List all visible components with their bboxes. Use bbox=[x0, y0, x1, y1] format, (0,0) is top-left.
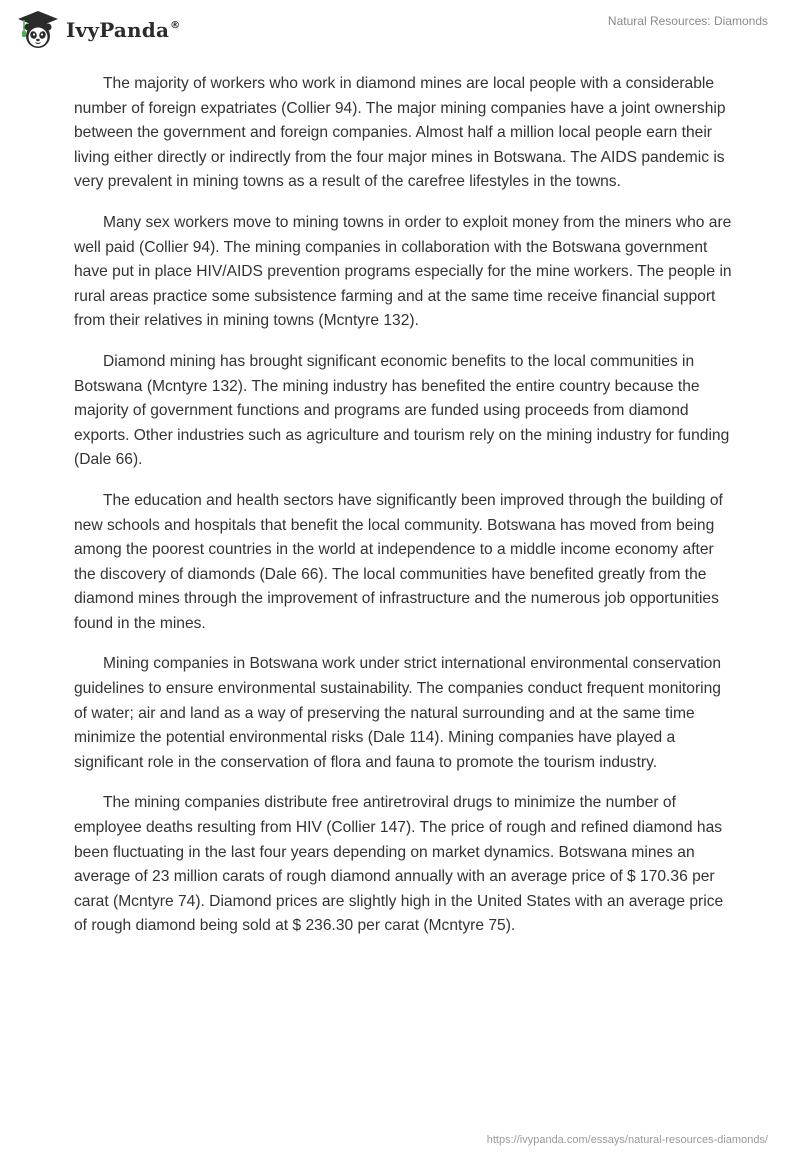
paragraph: Many sex workers move to mining towns in order to exploit money from the miners who are well paid (Collier 94). The mining companies in collaboration with the Botswana government have put in place HIV/AIDS prevention programs especially for the mine workers. The people in rural areas practice some subsistence farming and at the same time receive financial support from their relatives in mining towns (Mcntyre 132). bbox=[74, 213, 732, 330]
source-url[interactable]: https://ivypanda.com/essays/natural-resources-diamonds/ bbox=[486, 1134, 768, 1146]
document-title: Natural Resources: Diamonds bbox=[607, 14, 768, 28]
ivypanda-logo[interactable] bbox=[16, 10, 180, 50]
paragraph: The mining companies distribute free antiretroviral drugs to minimize the number of employee deaths resulting from HIV (Collier 147). The price of rough and refined diamond has been fluctuating in the last four years depending on market dynamics. Botswana mines an average of 23 million carats of rough diamond annually with an average price of $ 170.36 per carat (Mcntyre 74). Diamond prices are slightly high in the United States with an average price of rough diamond being sold at $ 236.30 per carat (Mcntyre 75). bbox=[74, 794, 724, 935]
paragraph: Diamond mining has brought significant economic benefits to the local communities in Botswana (Mcntyre 132). The mining industry has benefited the entire country because the majority of government functions and programs are funded using proceeds from diamond exports. Other industries such as agriculture and tourism rely on the mining industry for funding (Dale 66). bbox=[74, 352, 730, 469]
brand-name: IvyPanda® bbox=[66, 18, 181, 42]
panda-graduation-cap-icon bbox=[16, 10, 60, 50]
page-header bbox=[0, 0, 800, 70]
essay-body bbox=[74, 72, 734, 955]
registered-mark: ® bbox=[170, 20, 181, 31]
paragraph: The majority of workers who work in diamond mines are local people with a considerable number of foreign expatriates (Collier 94). The major mining companies have a joint ownership between the government and foreign companies. Almost half a million local people earn their living either directly or indirectly from the four major mines in Botswana. The AIDS pandemic is very prevalent in mining towns as a result of the carefree lifestyles in the towns. bbox=[74, 75, 726, 191]
paragraph: The education and health sectors have significantly been improved through the building of new schools and hospitals that benefit the local community. Botswana has moved from being among the poorest countries in the world at independence to a middle income economy after the discovery of diamonds (Dale 66). The local communities have benefited greatly from the diamond mines through the improvement of infrastructure and the numerous job opportunities found in the mines. bbox=[74, 491, 723, 632]
paragraph: Mining companies in Botswana work under strict international environmental conservation guidelines to ensure environmental sustainability. The companies conduct frequent monitoring of water; air and land as a way of preserving the natural surrounding and at the same time minimize the potential environmental risks (Dale 114). Mining companies have played a significant role in the conservation of flora and fauna to promote the tourism industry. bbox=[74, 655, 722, 771]
